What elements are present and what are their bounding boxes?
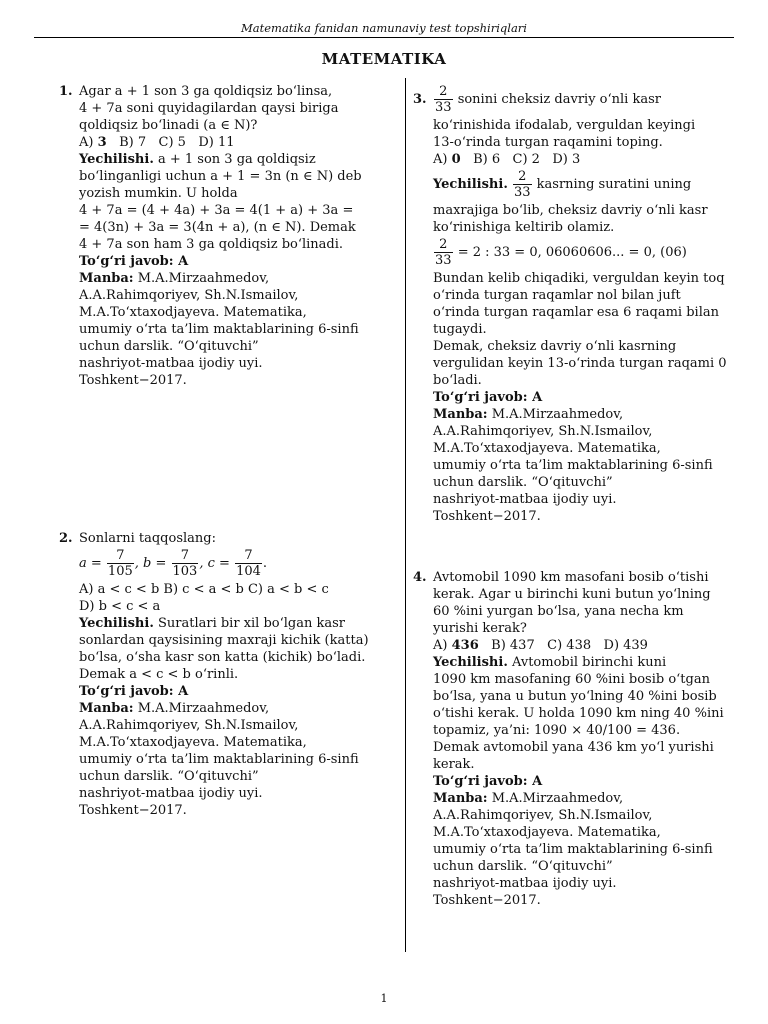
solution-line: 4 + 7a son ham 3 ga qoldiqsiz bo‘linadi. [79,237,344,252]
solution-line: Demak, cheksiz davriy o‘nli kasrning [433,339,677,354]
source-line: Manba: M.A.Mirzaahmedov, [79,701,270,716]
equation-line: $\frac{2}{33}$ = 2 : 33 = 0, 06060606... = 0, (06) [435,237,687,268]
question-line: Avtomobil 1090 km masofani bosib o‘tishi [433,570,709,585]
solution-line: topamiz, ya’ni: 1090 × 40/100 = 436. [433,723,681,738]
answer-options: A) 0 B) 6 C) 2 D) 3 [433,152,581,167]
problem-number: 2. [59,531,73,546]
solution-line: bo‘lsa, o‘sha kasr son katta (kichik) bo‘ladi. [79,650,366,665]
source-line: M.A.To‘xtaxodjayeva. Matematika, [79,305,307,320]
solution-line: kerak. [433,757,475,772]
correct-answer: To‘g‘ri javob: A [79,684,189,699]
source-line: Toshkent−2017. [79,373,187,388]
problem-number: 4. [413,570,427,585]
source-line: nashriyot-matbaa ijodiy uyi. [79,786,263,801]
solution-line: Bundan kelib chiqadiki, verguldan keyin toq [433,271,725,286]
source-line: M.A.To‘xtaxodjayeva. Matematika, [433,825,661,840]
solution-line: vergulidan keyin 13-o‘rinda turgan raqami 0 [433,356,727,371]
running-header: Matematika fanidan namunaviy test topshiriqlari [241,21,527,35]
source-line: uchun darslik. “O‘qituvchi” [433,475,613,490]
question-line: qoldiqsiz bo‘linadi (a ∈ N)? [79,118,258,133]
solution-line: Yechilishi. a + 1 son 3 ga qoldiqsiz [79,152,316,167]
question-line: 13-o‘rinda turgan raqamini toping. [433,135,663,150]
problem-2 [59,530,395,819]
fraction-a: $\frac{7}{105}$ [107,548,133,579]
source-line: nashriyot-matbaa ijodiy uyi. [79,356,263,371]
fraction-2-33: $\frac{2}{33}$ [435,84,452,115]
question-line: Sonlarni taqqoslang: [79,531,216,546]
fraction-2-33: $\frac{2}{33}$ [435,237,452,268]
answer-options: D) b < c < a [79,599,161,614]
question-line: ko‘rinishida ifodalab, verguldan keyingi [433,118,696,133]
source-line: umumiy o‘rta ta’lim maktablarining 6-sinfi [79,322,359,337]
question-line: $\frac{2}{33}$ sonini cheksiz davriy o‘nli kasr [435,84,661,115]
source-line: uchun darslik. “O‘qituvchi” [433,859,613,874]
fraction-2-33: $\frac{2}{33}$ [513,169,531,200]
fraction-definitions: a = $\frac{7}{105}$ , b = $\frac{7}{103}$ , c = $\frac{7}{104}$ . [79,548,268,579]
answer-options: A) 3 B) 7 C) 5 D) 11 [79,135,235,150]
source-line: A.A.Rahimqoriyev, Sh.N.Ismailov, [433,424,653,439]
source-line: A.A.Rahimqoriyev, Sh.N.Ismailov, [79,288,299,303]
solution-line: ko‘rinishiga keltirib olamiz. [433,220,615,235]
source-line: Toshkent−2017. [433,893,541,908]
source-line: Toshkent−2017. [433,509,541,524]
source-line: M.A.To‘xtaxodjayeva. Matematika, [79,735,307,750]
source-line: A.A.Rahimqoriyev, Sh.N.Ismailov, [433,808,653,823]
source-line: uchun darslik. “O‘qituvchi” [79,769,259,784]
source-line: umumiy o‘rta ta’lim maktablarining 6-sinfi [433,842,713,857]
problem-number: 1. [59,84,73,99]
solution-line: tugaydi. [433,322,487,337]
correct-answer: To‘g‘ri javob: A [433,774,543,789]
solution-line: o‘rinda turgan raqamlar nol bilan juft [433,288,681,303]
source-line: uchun darslik. “O‘qituvchi” [79,339,259,354]
source-line: umumiy o‘rta ta’lim maktablarining 6-sinfi [433,458,713,473]
question-line: Agar a + 1 son 3 ga qoldiqsiz bo‘linsa, [79,84,333,99]
solution-line: Yechilishi. Avtomobil birinchi kuni [433,655,667,670]
header-rule [34,37,734,38]
problem-1 [59,83,395,389]
problem-4 [413,569,749,909]
solution-line: yozish mumkin. U holda [79,186,238,201]
source-line: nashriyot-matbaa ijodiy uyi. [433,492,617,507]
correct-answer: To‘g‘ri javob: A [79,254,189,269]
solution-line: o‘rinda turgan raqamlar esa 6 raqami bilan [433,305,719,320]
source-line: nashriyot-matbaa ijodiy uyi. [433,876,617,891]
question-line: kerak. Agar u birinchi kuni butun yo‘lning [433,587,711,602]
problem-3 [413,83,749,525]
solution-line: Demak a < c < b o‘rinli. [79,667,239,682]
solution-line: bo‘linganligi uchun a + 1 = 3n (n ∈ N) deb [79,169,362,184]
source-line: Manba: M.A.Mirzaahmedov, [79,271,270,286]
solution-line: o‘tishi kerak. U holda 1090 km ning 40 %ini [433,706,724,721]
answer-options: A) 436 B) 437 C) 438 D) 439 [433,638,648,653]
problem-number: 3. [413,92,427,107]
solution-line: = 4(3n) + 3a = 3(4n + a), (n ∈ N). Demak [79,220,356,235]
source-line: Toshkent−2017. [79,803,187,818]
solution-line: 4 + 7a = (4 + 4a) + 3a = 4(1 + a) + 3a = [79,203,354,218]
source-line: Manba: M.A.Mirzaahmedov, [433,407,624,422]
source-line: M.A.To‘xtaxodjayeva. Matematika, [433,441,661,456]
solution-line: Demak avtomobil yana 436 km yo‘l yurishi [433,740,714,755]
column-divider [405,78,406,952]
page-number: 1 [380,992,388,1005]
solution-line: bo‘ladi. [433,373,482,388]
question-line: 4 + 7a soni quyidagilardan qaysi biriga [79,101,339,116]
solution-line: Yechilishi. $\frac{2}{33}$ kasrning suratini uning [433,169,692,200]
answer-options: A) a < c < b B) c < a < b C) a < b < c [79,582,329,597]
page-title: MATEMATIKA [321,50,447,68]
question-line: yurishi kerak? [433,621,527,636]
solution-line: 1090 km masofaning 60 %ini bosib o‘tgan [433,672,710,687]
correct-answer: To‘g‘ri javob: A [433,390,543,405]
solution-line: sonlardan qaysisining maxraji kichik (katta) [79,633,369,648]
source-line: A.A.Rahimqoriyev, Sh.N.Ismailov, [79,718,299,733]
fraction-c: $\frac{7}{104}$ [236,548,261,579]
source-line: Manba: M.A.Mirzaahmedov, [433,791,624,806]
question-line: 60 %ini yurgan bo‘lsa, yana necha km [433,604,684,619]
fraction-b: $\frac{7}{103}$ [172,548,198,579]
solution-line: Yechilishi. Suratlari bir xil bo‘lgan kasr [79,616,345,631]
solution-line: maxrajiga bo‘lib, cheksiz davriy o‘nli kasr [433,203,708,218]
source-line: umumiy o‘rta ta’lim maktablarining 6-sinfi [79,752,359,767]
solution-line: bo‘lsa, yana u butun yo‘lning 40 %ini bosib [433,689,717,704]
